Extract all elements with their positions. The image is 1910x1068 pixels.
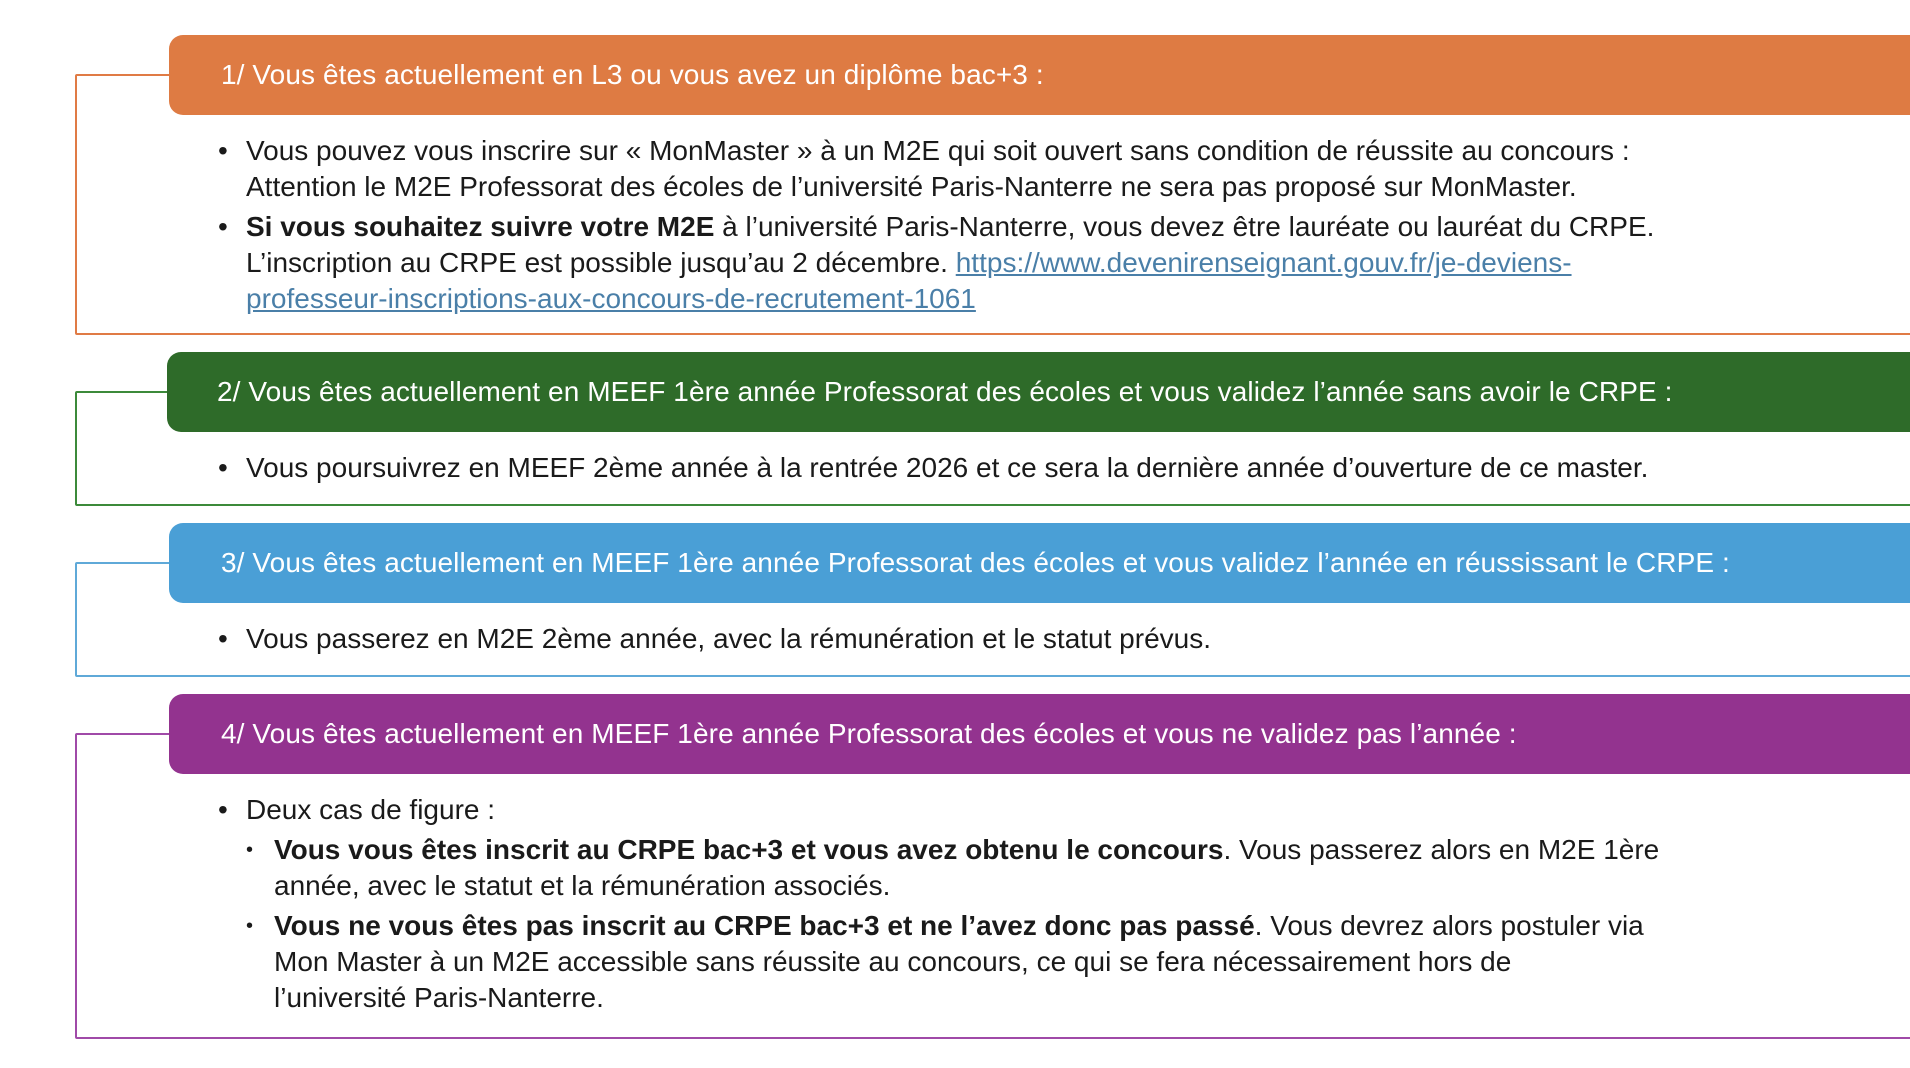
section-4-header: 4/ Vous êtes actuellement en MEEF 1ère année Professorat des écoles et vous ne validez pas l’année : bbox=[169, 694, 1910, 774]
sub-list-item: • Vous vous êtes inscrit au CRPE bac+3 et vous avez obtenu le concours. Vous passerez alors en M2E 1ère année, avec le statut et la rémunération associés. bbox=[246, 834, 1660, 901]
list-item: • Si vous souhaitez suivre votre M2E à l’université Paris-Nanterre, vous devez être lauréate ou lauréat du CRPE. L’inscription au CRPE est possible jusqu’au 2 décembre. https://www.devenirenseignant.gouv.fr/je-deviens- professeur-inscriptions-aux-concours-de-recrutement-1061 bbox=[218, 211, 1655, 314]
section-3-header: 3/ Vous êtes actuellement en MEEF 1ère année Professorat des écoles et vous validez l’année en réussissant le CRPE : bbox=[169, 523, 1910, 603]
bullet-icon: • bbox=[218, 794, 228, 825]
sub-bullet-icon: • bbox=[246, 915, 254, 937]
sub-list-item: • Vous ne vous êtes pas inscrit au CRPE bac+3 et ne l’avez donc pas passé. Vous devrez alors postuler via Mon Master à un M2E accessible sans réussite au concours, ce qui se fera nécessairement hors de l’université Paris-Nanterre. bbox=[246, 910, 1644, 1013]
section-2-header: 2/ Vous êtes actuellement en MEEF 1ère année Professorat des écoles et vous validez l’année sans avoir le CRPE : bbox=[167, 352, 1910, 432]
list-item: • Vous passerez en M2E 2ème année, avec la rémunération et le statut prévus. bbox=[218, 621, 1838, 657]
list-item: • Vous poursuivrez en MEEF 2ème année à la rentrée 2026 et ce sera la dernière année d’ouverture de ce master. bbox=[218, 450, 1838, 486]
section-1-header: 1/ Vous êtes actuellement en L3 ou vous avez un diplôme bac+3 : bbox=[169, 35, 1910, 115]
list-item: • Vous pouvez vous inscrire sur « MonMaster » à un M2E qui soit ouvert sans condition de réussite au concours : Attention le M2E Professorat des écoles de l’université Paris-Nanterre ne sera pas proposé sur MonMaster. bbox=[218, 135, 1630, 202]
bullet-icon: • bbox=[218, 452, 228, 483]
bullet-icon: • bbox=[218, 623, 228, 654]
section-1-body bbox=[218, 133, 1838, 321]
section-3-body bbox=[218, 621, 1838, 661]
bullet-icon: • bbox=[218, 135, 228, 166]
bullet-icon: • bbox=[218, 211, 228, 242]
section-4-body bbox=[218, 792, 1838, 1020]
sub-bullet-icon: • bbox=[246, 839, 254, 861]
crpe-registration-link[interactable]: https://www.devenirenseignant.gouv.fr/je-deviens- professeur-inscriptions-aux-concours-de-recrutement-1061 bbox=[246, 247, 1572, 314]
list-item: • Deux cas de figure : bbox=[218, 792, 1838, 828]
section-2-body bbox=[218, 450, 1838, 490]
